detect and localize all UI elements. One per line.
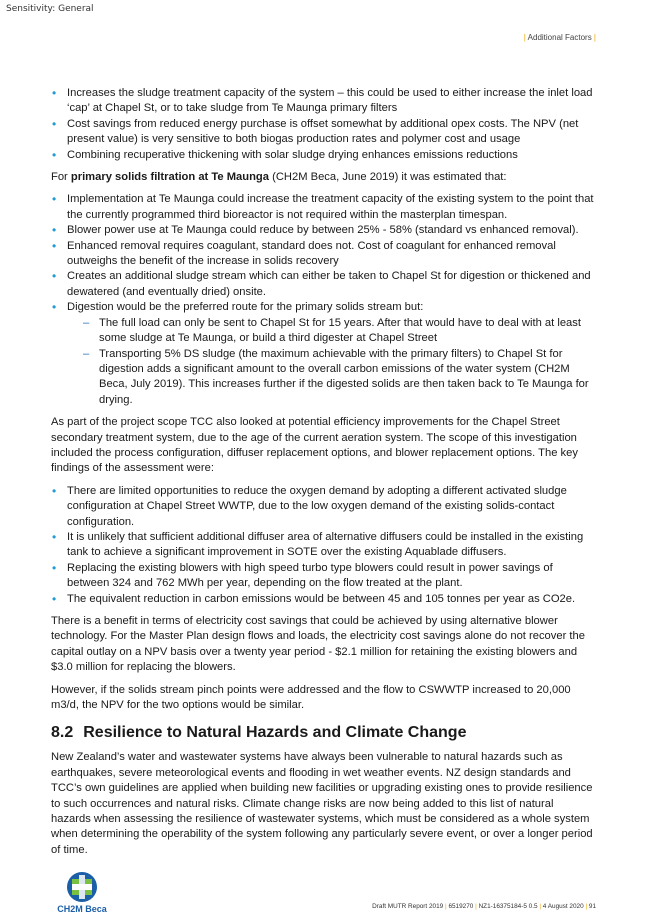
intro-paragraph [51,170,596,185]
list-item: • There are limited opportunities to reduce the oxygen demand by adopting a different activated sludge configuration at Chapel Street WWTP, due to the low oxygen demand of the existing solids-contact configuration. [51,484,596,530]
page-number: 91 [588,903,596,910]
ch2m-beca-logo [52,870,112,916]
dash-list [67,316,596,408]
list-item: • Combining recuperative thickening with solar sludge drying enhances emissions reductions [51,148,596,163]
list-item: • Implementation at Te Maunga could increase the treatment capacity of the existing system to the point that the currently programmed third bioreactor is not required within the masterplan timespan. [51,192,596,223]
footer-doc: Draft MUTR Report 2019 [372,903,444,910]
running-header: | Additional Factors | [523,33,596,42]
list-item: • The equivalent reduction in carbon emissions would be between 45 and 105 tonnes per year as CO2e. [51,592,596,607]
intro-text: (CH2M Beca, June 2019) it was estimated that: [268,171,507,184]
footer-date: 4 August 2020 [542,903,584,910]
list-item: – Transporting 5% DS sludge (the maximum achievable with the primary filters) to Chapel St for digestion adds a significant amount to the overall carbon emissions of the water system (CH2M Beca, July 2019). This increases further if the digested solids are then taken back to Te Maunga for drying. [67,347,596,409]
intro-text: For [51,171,71,184]
section-number: 8.2 [51,724,74,742]
list-item-text: Digestion would be the preferred route for the primary solids stream but: [67,301,424,314]
list-item: • Cost savings from reduced energy purchase is offset somewhat by additional opex costs. The NPV (net present value) is very sensitive to both biogas production rates and polymer cost and usage [51,117,596,148]
page-footer: Draft MUTR Report 2019 | 6519270 | NZ1-16375184-5 0.5 | 4 August 2020 | 91 [372,903,596,910]
running-header-section: Additional Factors [527,33,592,42]
logo-text: CH2M Beca [57,904,107,914]
bullet-list-a [51,86,596,163]
list-item: • It is unlikely that sufficient additional diffuser area of alternative diffusers could be installed in the existing tank to achieve a significant improvement in SOTE over the existing Aquablade diffusers. [51,530,596,561]
section-title: Resilience to Natural Hazards and Climate Change [83,724,467,742]
bullet-list-c [51,484,596,607]
list-item: • Creates an additional sludge stream which can either be taken to Chapel St for digestion or thickened and dewatered (and eventually dried) onsite. [51,269,596,300]
paragraph-resilience: New Zealand’s water and wastewater systems have always been vulnerable to natural hazards such as earthquakes, severe meteorological events and flooding in wet weather events. NZ design standards and TCC’s own guidelines are applied when building new facilities or upgrading existing ones to provide resilience to such occurrences and natural risks. Climate change risks are now being added to this list of natural hazards when assessing the resilience of wastewater systems, which must be considered as a whole system when determining the operability of the system following any particularly severe event, or over a longer period of time. [51,751,593,856]
page-body [51,86,596,858]
paragraph-benefit: There is a benefit in terms of electricity cost savings that could be achieved by using alternative blower technology. For the Master Plan design flows and loads, the electricity cost savings alone do not recover the capital outlay on a NPV basis over a twenty year period - $2.1 million for retaining the existing blowers and $3.0 million for replacing the blowers. [51,615,585,674]
intro-bold: primary solids filtration at Te Maunga [70,171,269,184]
section-heading [51,723,596,743]
paragraph-however: However, if the solids stream pinch points were addressed and the flow to CSWWTP increased to 20,000 m3/d, the NPV for the two options would be similar. [51,683,571,712]
sensitivity-label: Sensitivity: General [6,4,94,14]
list-item: • Blower power use at Te Maunga could reduce by between 25% - 58% (standard vs enhanced removal). [51,223,596,238]
paragraph-scope: As part of the project scope TCC also looked at potential efficiency improvements for the Chapel Street secondary treatment system, due to the age of the current aeration system. The scope of this investigation included the process configuration, diffuser replacement options, and blower replacement options. The key findings of the assessment were: [51,416,578,475]
list-item: • Enhanced removal requires coagulant, standard does not. Cost of coagulant for enhanced removal outweighs the benefit of the increase in solids recovery [51,239,596,270]
footer-ref: NZ1-16375184-5 0.5 [478,903,538,910]
list-item: • Increases the sludge treatment capacity of the system – this could be used to either increase the inlet load ‘cap’ at Chapel St, or to take sludge from Te Maunga primary filters [51,86,596,117]
bullet-list-b [51,192,596,408]
footer-job: 6519270 [448,903,474,910]
list-item: • Replacing the existing blowers with high speed turbo type blowers could result in power savings of between 324 and 762 MWh per year, depending on the flow treated at the plant. [51,561,596,592]
list-item [51,300,596,408]
list-item: – The full load can only be sent to Chapel St for 15 years. After that would have to deal with at least some sludge at Te Maunga, or build a third digester at Chapel Street [67,316,596,347]
